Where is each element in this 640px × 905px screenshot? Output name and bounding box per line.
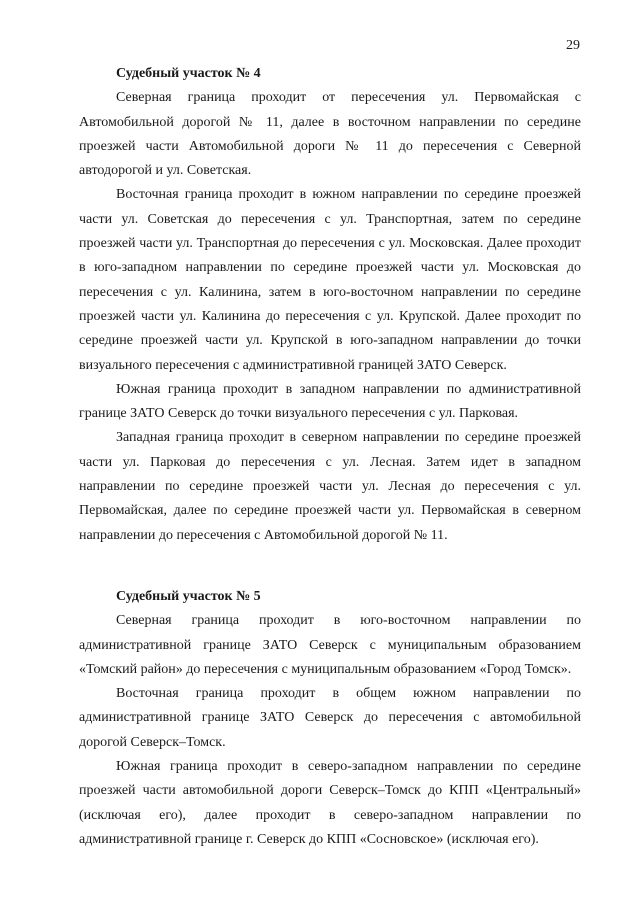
section-spacer <box>79 548 581 585</box>
section-heading: Судебный участок № 4 <box>116 66 261 81</box>
paragraph-south-border: Южная граница проходит в западном направлении по административной границе ЗАТО Северск до точки визуального пересечения с ул. Парковая. <box>79 381 581 422</box>
section-court-district-4 <box>79 62 581 548</box>
paragraph-east-border: Восточная граница проходит в южном направлении по середине проезжей части ул. Советская до пересечения с ул. Транспортная, затем по середине проезжей части ул. Транспортная до пересечения с ул. Московская. Далее проходит в юго-западном направлении по середине проезжей части ул. Московская до пересечения с ул. Калинина, затем в юго-восточном направлении по середине проезжей части ул. Калинина до пересечения с ул. Крупской. Далее проходит по середине проезжей части ул. Крупской в юго-западном направлении до точки визуального пересечения с административной границей ЗАТО Северск. <box>79 187 581 373</box>
paragraph-north-border: Северная граница проходит в юго-восточном направлении по административной границе ЗАТО Северск с муниципальным образованием «Томский район» до пересечения с муниципальным образованием «Город Томск». <box>79 613 581 677</box>
paragraph-north-border: Северная граница проходит от пересечения ул. Первомайская с Автомобильной дорогой № 11, далее в восточном направлении по середине проезжей части Автомобильной дороги № 11 до пересечения с Северной автодорогой и ул. Советская. <box>79 90 581 179</box>
section-heading: Судебный участок № 5 <box>116 588 261 604</box>
page-number: 29 <box>566 38 580 53</box>
paragraph-south-border: Южная граница проходит в северо-западном направлении по середине проезжей части автомобильной дороги Северск–Томск до КПП «Центральный» (исключая его), далее проходит в северо-западном направлении по административной границе г. Северск до КПП «Сосновское» (исключая его). <box>79 759 581 847</box>
section-court-district-5 <box>79 585 581 852</box>
document-body <box>79 62 581 852</box>
paragraph-west-border: Западная граница проходит в северном направлении по середине проезжей части ул. Парковая до пересечения с ул. Лесная. Затем идет в западном направлении по середине проезжей части ул. Лесная до пересечения с ул. Первомайская, далее по середине проезжей части ул. Первомайская в северном направлении до пересечения с Автомобильной дорогой № 11. <box>79 430 581 543</box>
paragraph-east-border: Восточная граница проходит в общем южном направлении по административной границе ЗАТО Северск до пересечения с автомобильной дорогой Северск–Томск. <box>79 686 581 750</box>
